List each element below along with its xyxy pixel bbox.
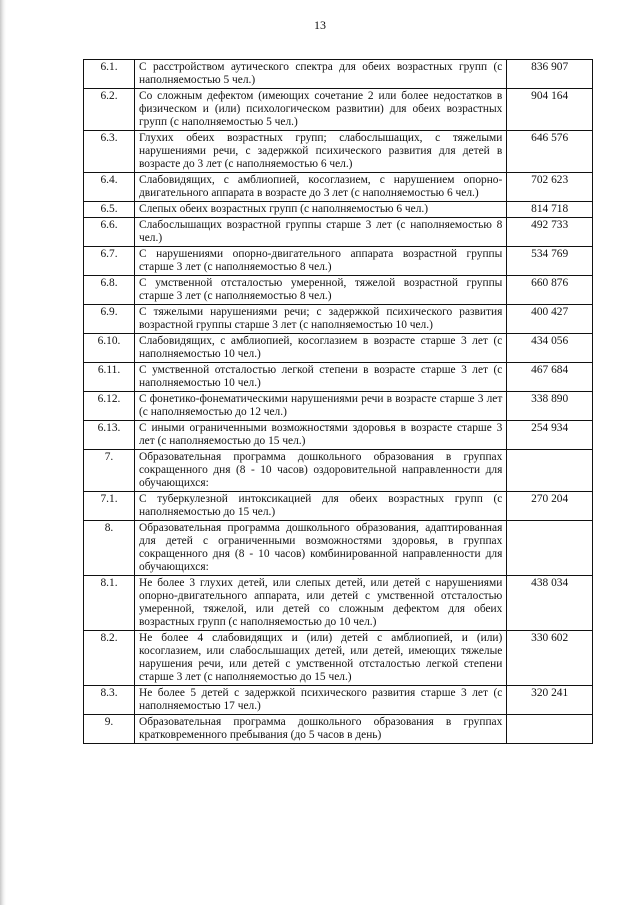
row-cost-value: 434 056 [507,334,593,363]
row-number: 7.1. [84,492,135,521]
table-row [84,60,593,89]
table-row [84,521,593,576]
row-description: Слабослышащих возрастной группы старше 3 лет (с наполняемостью 8 чел.) [135,218,507,247]
row-description: Слабовидящих, с амблиопией, косоглазием в возрасте старше 3 лет (с наполняемостью 10 чел.) [135,334,507,363]
table-row [84,576,593,631]
row-number: 6.10. [84,334,135,363]
row-cost-value: 254 934 [507,421,593,450]
row-number: 6.1. [84,60,135,89]
row-description: Слепых обеих возрастных групп (с наполняемостью 6 чел.) [135,202,507,218]
row-cost-value [507,450,593,492]
table-row [84,89,593,131]
row-number: 6.13. [84,421,135,450]
row-description: С умственной отсталостью умеренной, тяжелой возрастной группы старше 3 лет (с наполняемостью 8 чел.) [135,276,507,305]
row-number: 6.3. [84,131,135,173]
row-description: С туберкулезной интоксикацией для обеих возрастных групп (с наполняемостью до 15 чел.) [135,492,507,521]
table-row [84,305,593,334]
row-number: 6.6. [84,218,135,247]
row-description: С тяжелыми нарушениями речи; с задержкой психического развития возрастной группы старше 3 лет (с наполняемостью 10 чел.) [135,305,507,334]
table-row [84,421,593,450]
table-row [84,276,593,305]
row-number: 9. [84,715,135,744]
row-description: Не более 5 детей с задержкой психического развития старше 3 лет (с наполняемостью 17 чел.) [135,686,507,715]
row-number: 6.9. [84,305,135,334]
row-cost-value: 330 602 [507,631,593,686]
row-cost-value: 320 241 [507,686,593,715]
row-number: 7. [84,450,135,492]
row-cost-value: 904 164 [507,89,593,131]
table-row [84,631,593,686]
row-cost-value: 270 204 [507,492,593,521]
row-number: 6.2. [84,89,135,131]
table-row [84,334,593,363]
row-description: С иными ограниченными возможностями здоровья в возрасте старше 3 лет (с наполняемостью до 15 чел.) [135,421,507,450]
row-description: С умственной отсталостью легкой степени в возрасте старше 3 лет (с наполняемостью 10 чел.) [135,363,507,392]
row-number: 8.3. [84,686,135,715]
row-description: Образовательная программа дошкольного образования, адаптированная для детей с ограниченными возможностями здоровья, в группах сокращенного дня (8 - 10 часов) комбинированной направленности для обучающихся: [135,521,507,576]
row-description: Глухих обеих возрастных групп; слабослышащих, с тяжелыми нарушениями речи, с задержкой психического развития для детей в возрасте до 3 лет (с наполняемостью 6 чел.) [135,131,507,173]
row-number: 8. [84,521,135,576]
table-row [84,202,593,218]
row-cost-value: 338 890 [507,392,593,421]
row-cost-value: 660 876 [507,276,593,305]
table-row [84,715,593,744]
row-description: Слабовидящих, с амблиопией, косоглазием, с нарушением опорно-двигательного аппарата в возрасте до 3 лет (с наполняемостью 6 чел.) [135,173,507,202]
table-row [84,363,593,392]
table-row [84,218,593,247]
table-row [84,492,593,521]
row-description: С расстройством аутического спектра для обеих возрастных групп (с наполняемостью 5 чел.) [135,60,507,89]
row-description: Не более 3 глухих детей, или слепых детей, или детей с нарушениями опорно-двигательного аппарата, или детей с умственной отсталостью умеренной, тяжелой, или детей со сложным дефектом для обеих возрастных групп (с наполняемостью до 10 чел.) [135,576,507,631]
page-number: 13 [314,18,326,32]
row-number: 6.5. [84,202,135,218]
scan-edge [0,0,6,905]
row-description: Образовательная программа дошкольного образования в группах кратковременного пребывания (до 5 часов в день) [135,715,507,744]
row-number: 8.1. [84,576,135,631]
row-cost-value: 646 576 [507,131,593,173]
row-number: 6.4. [84,173,135,202]
table-row [84,450,593,492]
table-row [84,686,593,715]
row-cost-value: 534 769 [507,247,593,276]
table-body [84,60,593,744]
row-description: Образовательная программа дошкольного образования в группах сокращенного дня (8 - 10 часов) оздоровительной направленности для обучающихся: [135,450,507,492]
row-number: 6.8. [84,276,135,305]
table-row [84,247,593,276]
row-cost-value: 467 684 [507,363,593,392]
row-description: С нарушениями опорно-двигательного аппарата возрастной группы старше 3 лет (с наполняемостью 8 чел.) [135,247,507,276]
table-row [84,131,593,173]
row-cost-value: 400 427 [507,305,593,334]
row-cost-value: 702 623 [507,173,593,202]
row-description: Не более 4 слабовидящих и (или) детей с амблиопией, и (или) косоглазием, или слабослышащих детей, или детей, имеющих тяжелые нарушения речи, или детей с умственной отсталостью легкой степени старше 3 лет (с наполняемостью до 15 чел.) [135,631,507,686]
table-row [84,173,593,202]
row-number: 6.12. [84,392,135,421]
row-number: 6.7. [84,247,135,276]
cost-norms-table [83,59,593,744]
row-cost-value: 438 034 [507,576,593,631]
row-description: Со сложным дефектом (имеющих сочетание 2 или более недостатков в физическом и (или) психологическом развитии) для обеих возрастных групп (с наполняемостью 5 чел.) [135,89,507,131]
row-cost-value [507,521,593,576]
row-number: 6.11. [84,363,135,392]
row-cost-value: 836 907 [507,60,593,89]
row-cost-value [507,715,593,744]
row-description: С фонетико-фонематическими нарушениями речи в возрасте старше 3 лет (с наполняемостью до 12 чел.) [135,392,507,421]
row-cost-value: 814 718 [507,202,593,218]
table-row [84,392,593,421]
row-cost-value: 492 733 [507,218,593,247]
row-number: 8.2. [84,631,135,686]
